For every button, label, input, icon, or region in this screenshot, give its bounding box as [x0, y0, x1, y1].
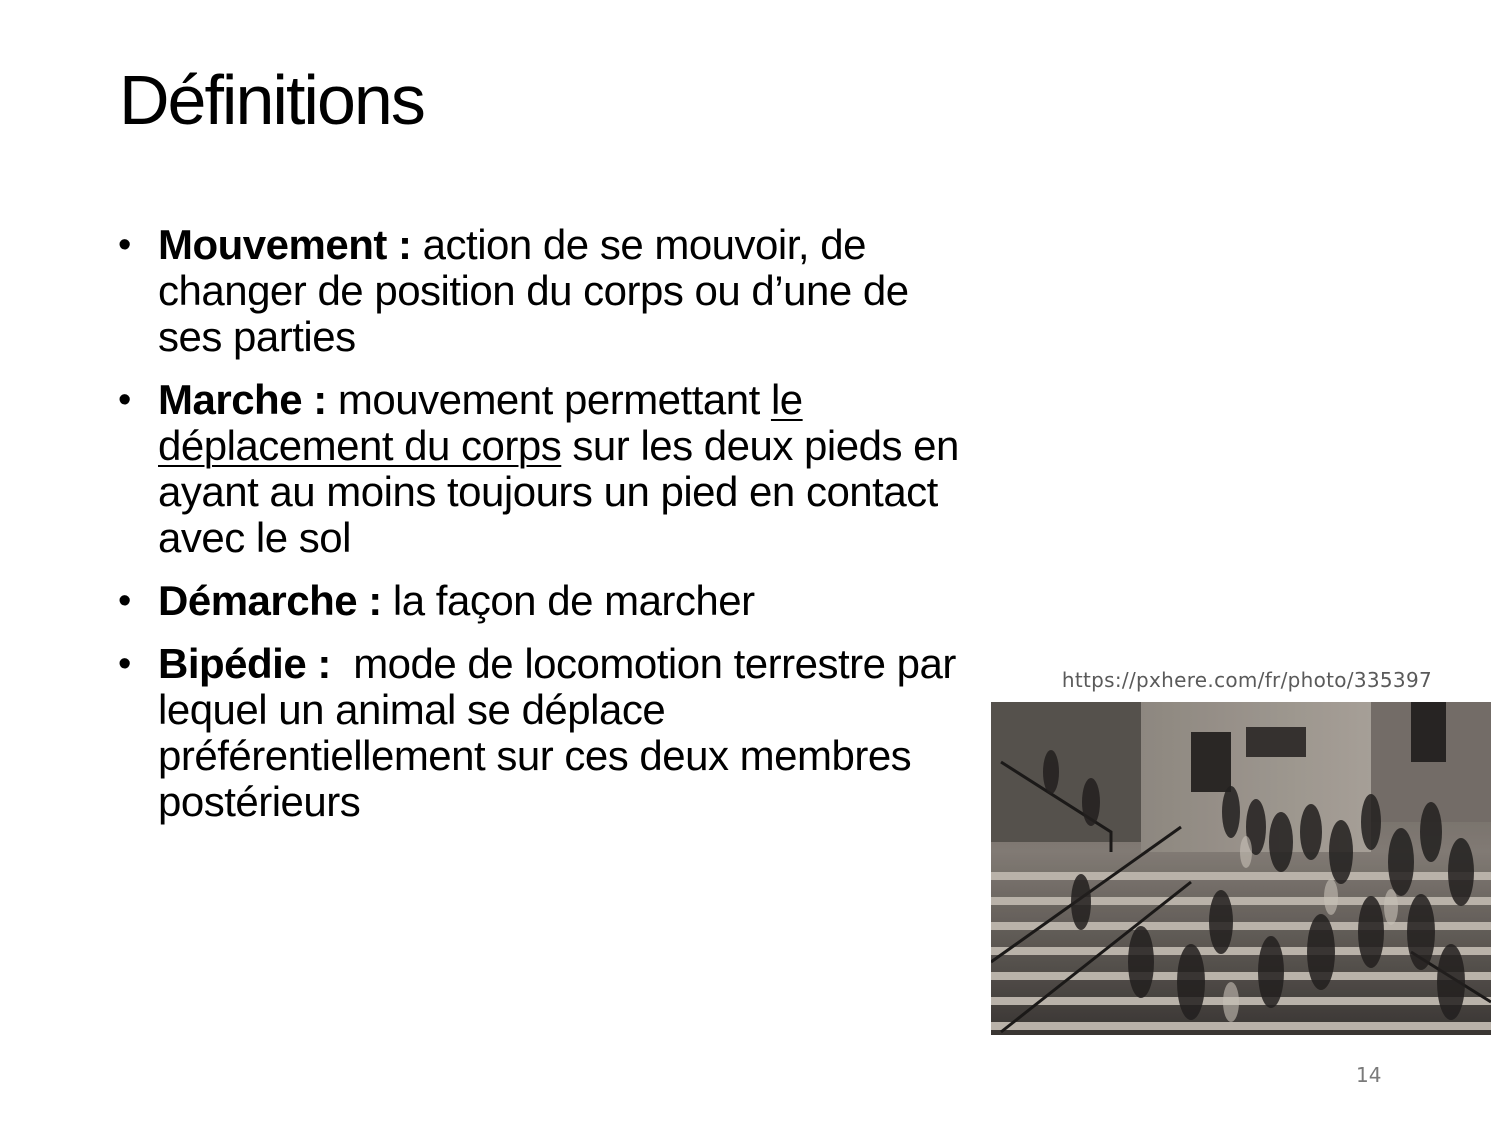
definitions-list [118, 222, 978, 842]
definition-term: Bipédie : [158, 640, 331, 687]
definition-underlined-text: le déplacement du corps [158, 376, 803, 469]
definition-text: mode de locomotion terrestre par lequel un animal se déplace préférentiellement sur ces deux membres postérieurs [158, 640, 968, 825]
bullet-icon: • [118, 580, 131, 622]
bullet-item-marche [118, 377, 978, 561]
definition-term: Démarche : [158, 577, 382, 624]
definition-text: mouvement permettant [326, 376, 771, 423]
definition-text: la façon de marcher [381, 577, 755, 624]
definition-text-continued: sur les deux pieds en ayant au moins toujours un pied en contact avec le sol [158, 422, 959, 561]
bullet-icon: • [118, 379, 131, 421]
crowd-staircase-photo [991, 702, 1491, 1035]
bullet-icon: • [118, 224, 131, 266]
bullet-item-mouvement [118, 222, 978, 360]
bullet-icon: • [118, 643, 131, 685]
page-number: 14 [1356, 1063, 1382, 1087]
bullet-item-bipedie [118, 641, 978, 825]
definition-term: Marche : [158, 376, 327, 423]
definition-text: action de se mouvoir, de changer de position du corps ou d’une de ses parties [158, 221, 909, 360]
photo-credit: https://pxhere.com/fr/photo/335397 [1061, 668, 1432, 692]
definition-term: Mouvement : [158, 221, 412, 268]
slide-title: Définitions [119, 61, 424, 139]
bullet-item-demarche [118, 578, 978, 624]
